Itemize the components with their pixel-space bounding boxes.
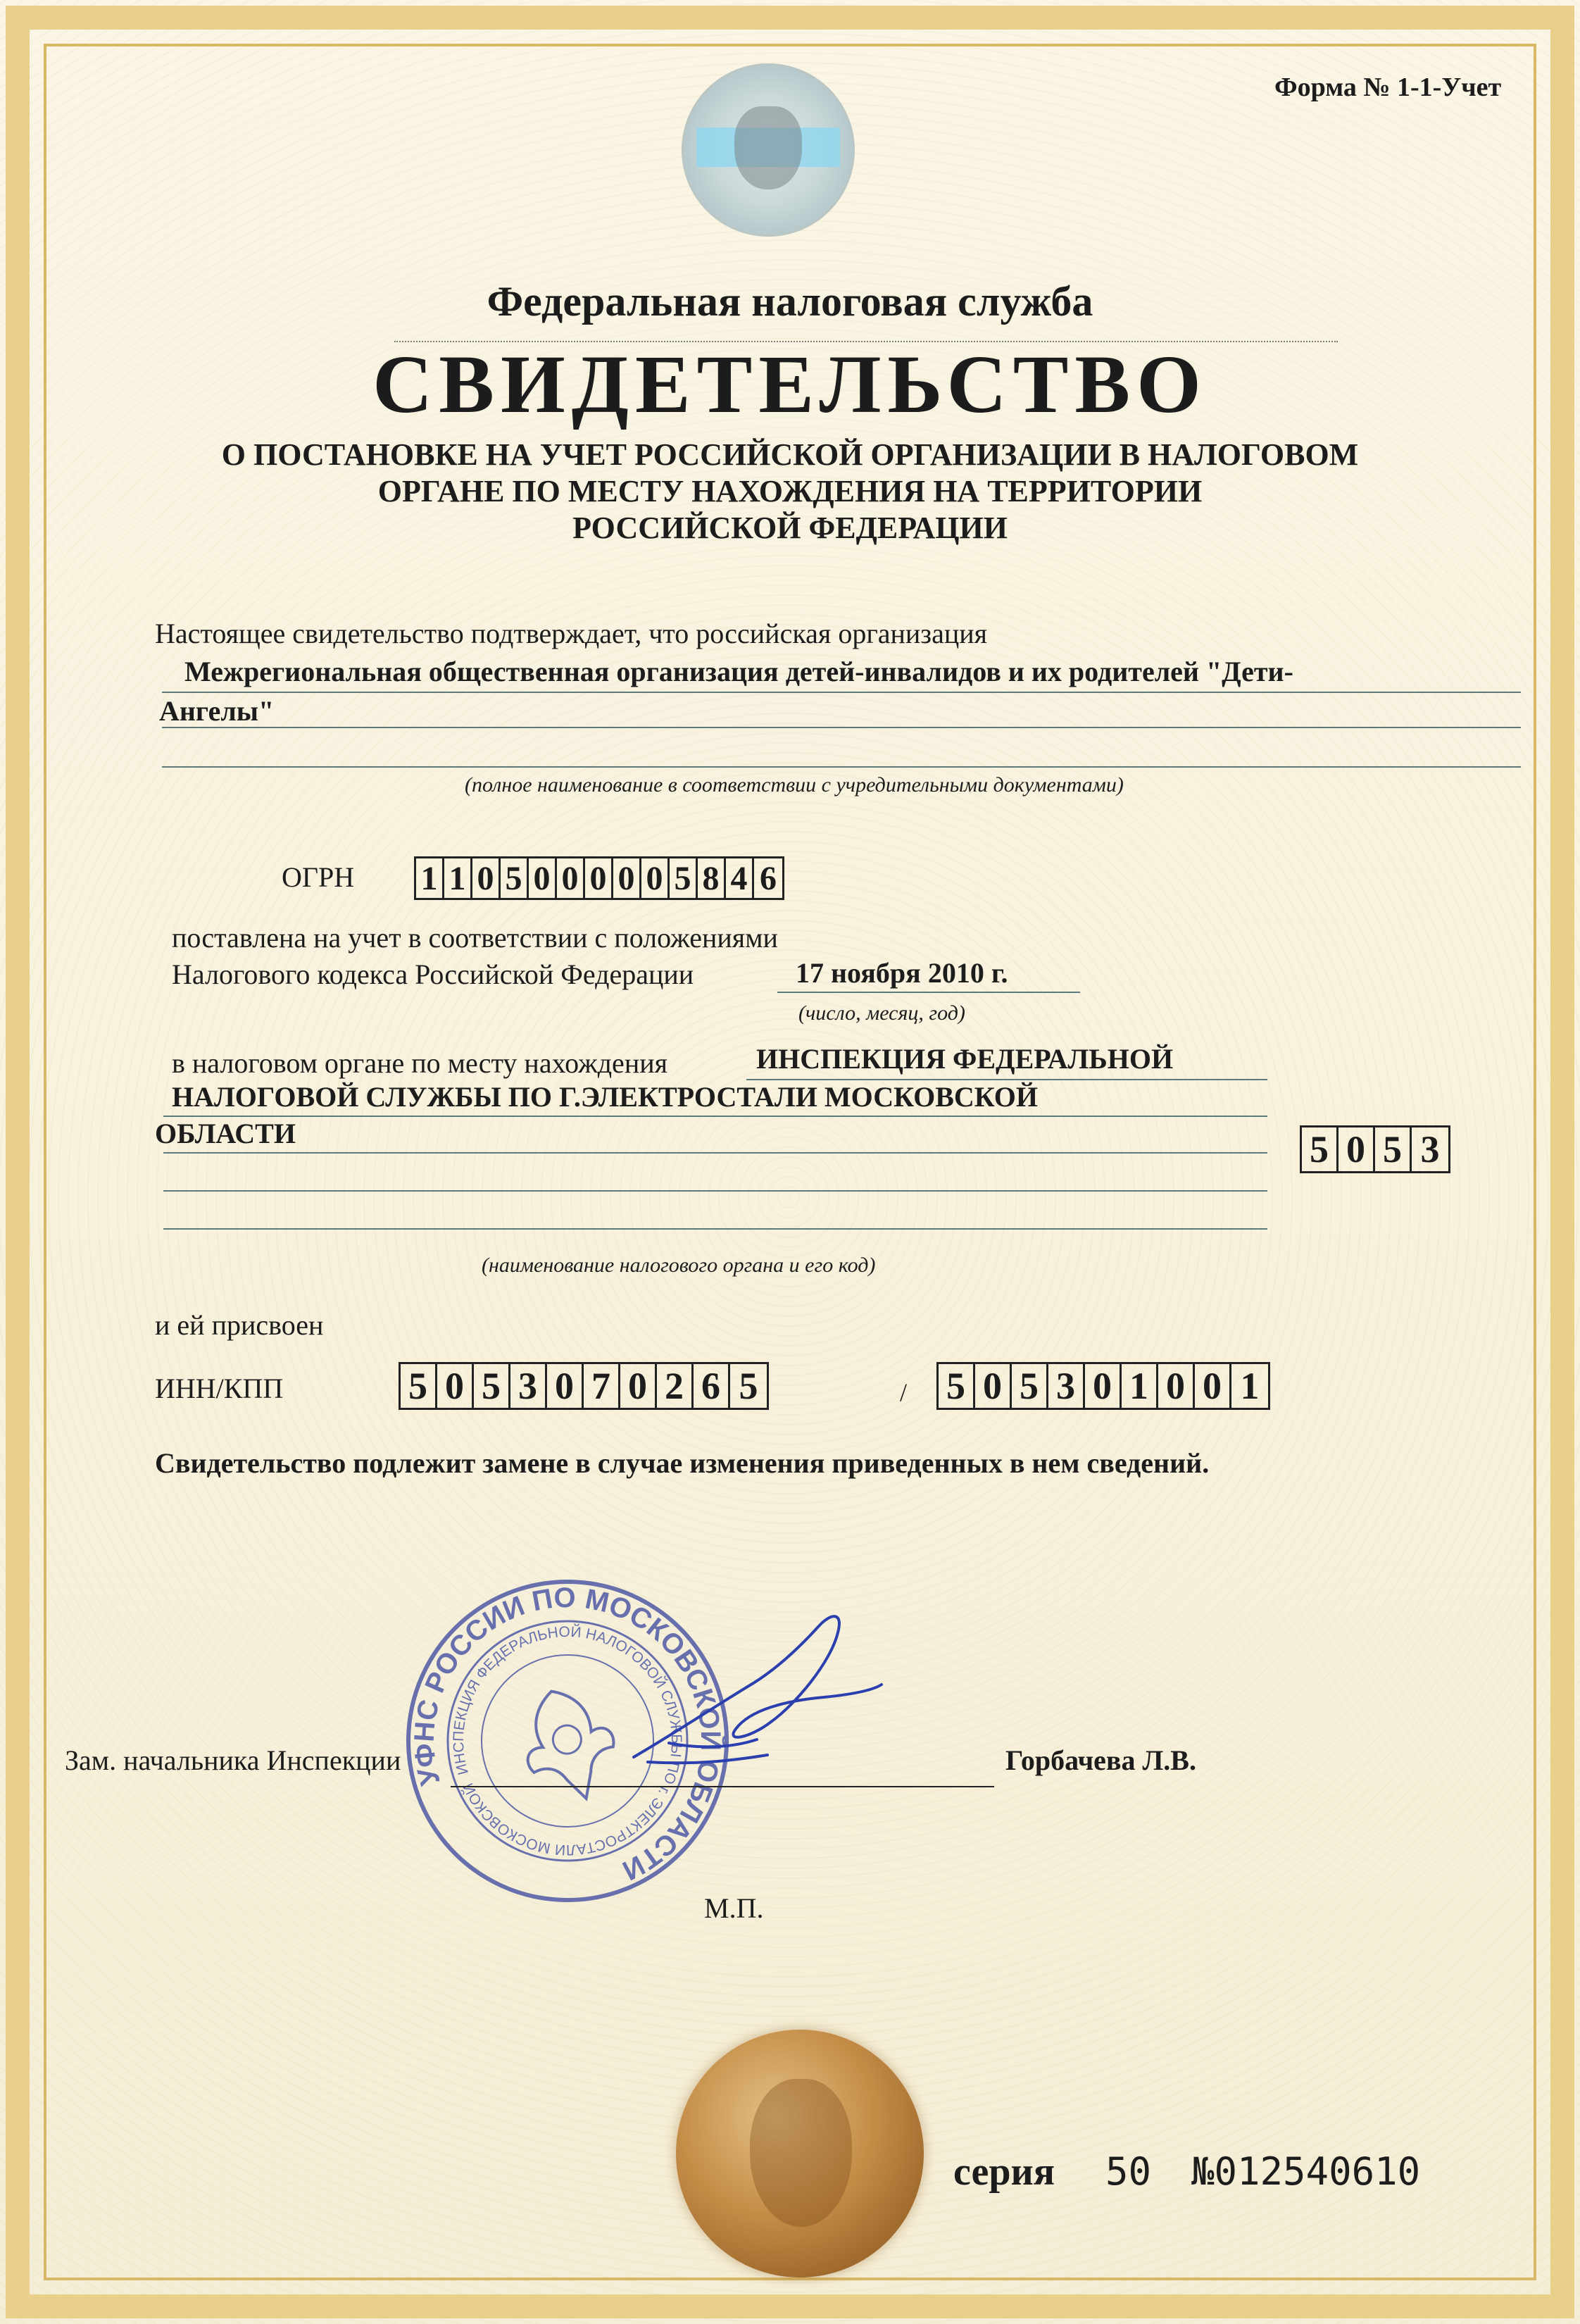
inn-digit: 6 [694, 1364, 730, 1408]
underline [163, 1116, 1267, 1117]
series-label: серия [953, 2150, 1055, 2194]
ogrn-digit: 0 [529, 858, 557, 898]
signatory-position: Зам. начальника Инспекции [65, 1744, 401, 1776]
tax-authority-intro: в налоговом органе по месту нахождения [172, 1047, 668, 1079]
inn-digits [399, 1362, 769, 1410]
date-caption: (число, месяц, год) [798, 1001, 965, 1025]
kpp-digit: 0 [1195, 1364, 1231, 1408]
inn-digit: 0 [437, 1364, 474, 1408]
ogrn-digit: 6 [760, 859, 777, 897]
ogrn-digits [414, 856, 784, 900]
form-number: Форма № 1-1-Учет [1274, 73, 1502, 102]
org-name-line2: Ангелы" [159, 695, 275, 727]
inn-digit: 5 [474, 1364, 510, 1408]
tax-authority-line2: НАЛОГОВОЙ СЛУЖБЫ ПО Г.ЭЛЕКТРОСТАЛИ МОСКОВСКОЙ [172, 1081, 1038, 1113]
kpp-digit: 5 [1012, 1364, 1048, 1408]
underline [163, 1190, 1267, 1192]
tax-authority-line3: ОБЛАСТИ [155, 1118, 296, 1149]
inn-digit: 2 [657, 1364, 694, 1408]
replacement-notice: Свидетельство подлежит замене в случае изменения приведенных в нем сведений. [155, 1447, 1210, 1479]
series-number: 50 [1105, 2149, 1152, 2194]
inn-kpp-label: ИНН/КПП [155, 1373, 284, 1404]
gold-seal-icon [676, 2030, 924, 2278]
kpp-digit: 0 [1158, 1364, 1195, 1408]
underline [162, 692, 1521, 693]
authority-code-digit: 0 [1338, 1127, 1375, 1171]
kpp-digit: 0 [1085, 1364, 1122, 1408]
registered-line1: поставлена на учет в соответствии с положениями [172, 922, 778, 954]
page-title: СВИДЕТЕЛЬСТВО [372, 338, 1208, 430]
signature-icon [620, 1599, 887, 1782]
inn-digit: 5 [739, 1365, 758, 1407]
subtitle-line: ОРГАНЕ ПО МЕСТУ НАХОЖДЕНИЯ НА ТЕРРИТОРИИ [377, 474, 1203, 508]
kpp-digit: 1 [1122, 1364, 1158, 1408]
ogrn-digit: 5 [670, 858, 698, 898]
kpp-digit: 1 [1240, 1365, 1260, 1407]
inn-digit: 7 [584, 1364, 620, 1408]
inn-digit: 0 [547, 1364, 584, 1408]
ogrn-digit: 8 [698, 858, 726, 898]
ogrn-digit: 4 [726, 858, 754, 898]
registration-date: 17 ноября 2010 г. [796, 957, 1008, 989]
kpp-digit: 3 [1048, 1364, 1085, 1408]
kpp-digits [936, 1362, 1270, 1410]
ogrn-digit: 0 [613, 858, 641, 898]
stamp-inner-text: ИНСПЕКЦИЯ ФЕДЕРАЛЬНОЙ НАЛОГОВОЙ СЛУЖБЫ ПО г. ЭЛЕКТРОСТАЛИ МОСКОВСКОЙ [450, 1623, 685, 1858]
authority-code-digit: 3 [1420, 1128, 1440, 1170]
subtitle-line: РОССИЙСКОЙ ФЕДЕРАЦИИ [572, 511, 1008, 545]
eagle-icon [750, 2079, 852, 2227]
inn-digit: 3 [510, 1364, 547, 1408]
authority-code-digit: 5 [1302, 1127, 1338, 1171]
org-name-line1: Межрегиональная общественная организация детей-инвалидов и их родителей "Дети- [184, 656, 1293, 687]
kpp-digit: 0 [975, 1364, 1012, 1408]
ogrn-digit: 0 [472, 858, 501, 898]
subtitle-line: О ПОСТАНОВКЕ НА УЧЕТ РОССИЙСКОЙ ОРГАНИЗАЦИИ В НАЛОГОВОМ [221, 437, 1359, 472]
ogrn-digit: 1 [416, 858, 444, 898]
tax-authority-line1: ИНСПЕКЦИЯ ФЕДЕРАЛЬНОЙ [756, 1043, 1174, 1075]
inn-digit: 5 [401, 1364, 437, 1408]
underline [162, 727, 1521, 728]
authority-caption: (наименование налогового органа и его код) [482, 1254, 876, 1277]
ogrn-digit: 0 [557, 858, 585, 898]
kpp-digit: 5 [939, 1364, 975, 1408]
document-number: №012540610 [1191, 2149, 1421, 2194]
ogrn-label: ОГРН [282, 861, 355, 893]
ogrn-digit: 1 [444, 858, 472, 898]
ogrn-digit: 0 [641, 858, 670, 898]
ogrn-digit: 5 [501, 858, 529, 898]
eagle-icon [734, 106, 802, 189]
seal-place-label: М.П. [704, 1892, 764, 1924]
signatory-name: Горбачева Л.В. [1005, 1744, 1196, 1776]
underline [162, 766, 1521, 768]
org-caption: (полное наименование в соответствии с учредительными документами) [465, 773, 1124, 796]
service-name: Федеральная налоговая служба [487, 278, 1093, 325]
stamp-outer-text: УФНС РОССИИ ПО МОСКОВСКОЙ ОБЛАСТИ [408, 1582, 727, 1887]
underline [777, 992, 1080, 993]
authority-code-digit: 5 [1375, 1127, 1412, 1171]
assigned-text: и ей присвоен [155, 1309, 324, 1341]
underline [163, 1228, 1267, 1230]
authority-code-digits [1300, 1125, 1450, 1173]
underline [163, 1152, 1267, 1154]
intro-text: Настоящее свидетельство подтверждает, что российская организация [155, 618, 988, 649]
signature-line [451, 1786, 994, 1787]
inn-digit: 0 [620, 1364, 657, 1408]
eagle-icon [509, 1678, 628, 1812]
ogrn-digit: 0 [585, 858, 613, 898]
registered-line2: Налогового кодекса Российской Федерации [172, 958, 694, 990]
inn-kpp-separator: / [900, 1378, 908, 1406]
subtitle [0, 437, 1580, 546]
hologram-emblem-icon [682, 63, 855, 237]
